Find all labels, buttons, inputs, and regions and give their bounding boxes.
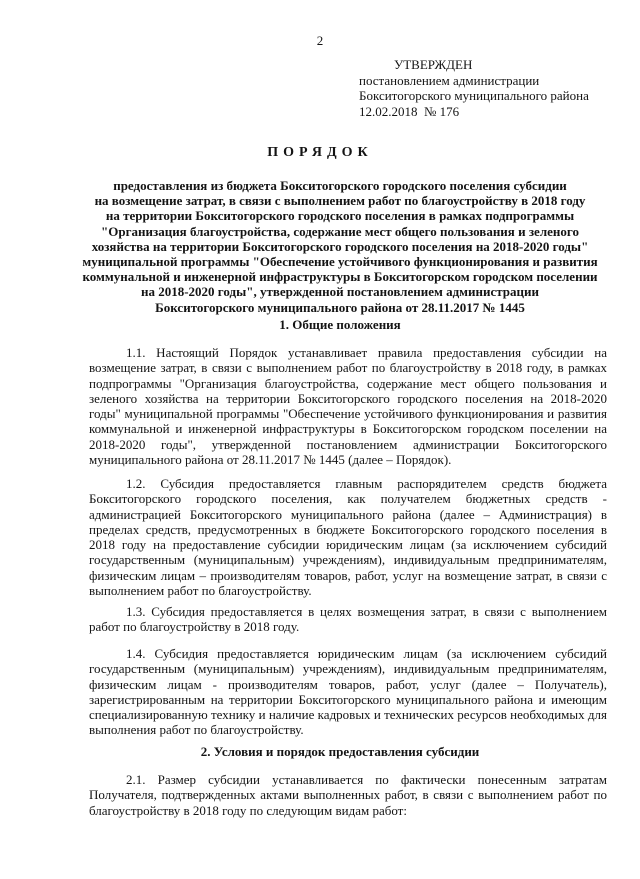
paragraph-2-1 <box>89 772 607 818</box>
paragraph-line: зарегистрированным на территории Бокситогорского муниципального района и имеющим <box>89 691 607 707</box>
paragraph-line: 2018-2020 годы", утвержденной постановлением администрации Бокситогорского <box>89 436 607 452</box>
paragraph-line: 1.3. Субсидия предоставляется в целях возмещения затрат, в связи с выполнением <box>126 604 607 619</box>
paragraph-line: коммунальной и инженерной инфраструктуры в Бокситогорском городском поселении на <box>89 421 607 437</box>
paragraph-line: пределах средств, предусмотренных в бюджете Бокситогорского городского поселения в <box>89 521 607 537</box>
approval-date: 12.02.2018 <box>359 103 418 119</box>
document-title: ПОРЯДОК <box>267 145 373 160</box>
subtitle-line: на возмещение затрат, в связи с выполнением работ по благоустройству в 2018 году <box>94 193 586 209</box>
paragraph-1-2 <box>89 476 607 598</box>
approval-line-2: Бокситогорского муниципального района <box>359 88 589 103</box>
approval-date-line <box>359 104 629 120</box>
paragraph-line: годы" муниципальной программы "Обеспечение устойчивого функционирования и развития <box>89 406 607 422</box>
paragraph-line: Получателя, подтвержденных актами выполненных работ, в связи с выполнением работ по <box>89 787 607 803</box>
paragraph-line: 1.1. Настоящий Порядок устанавливает правила предоставления субсидии на <box>126 345 607 360</box>
paragraph-line: работ по благоустройству в 2018 году. <box>89 619 300 635</box>
subtitle-line: коммунальной и инженерной инфраструктуры в Бокситогорском городском поселении <box>82 269 598 285</box>
paragraph-1-4 <box>89 646 607 738</box>
paragraph-line: выполнения работ по благоустройству. <box>89 722 304 738</box>
paragraph-line: государственным (муниципальным) учреждениям), индивидуальным предпринимателям, <box>89 552 607 568</box>
approval-block <box>359 57 629 119</box>
paragraph-line: администрацией Бокситогорского муниципального района (далее – Администрация) в <box>89 506 607 522</box>
subtitle-line: "Организация благоустройства, содержание мест общего пользования и зеленого <box>101 223 579 239</box>
paragraph-line: государственным (муниципальным) учреждениям), индивидуальным предпринимателям, <box>89 661 607 677</box>
paragraph-line: подпрограммы "Организация благоустройства, содержание мест общего пользования и <box>89 375 607 391</box>
approval-number: № 176 <box>424 103 460 119</box>
subtitle-line: Бокситогорского муниципального района от 28.11.2017 № 1445 <box>155 299 525 315</box>
paragraph-line: 2018 году на предоставление субсидии юридическим лицам (за исключением субсидий <box>89 537 607 553</box>
paragraph-line: муниципального района от 28.11.2017 № 1445 (далее – Порядок). <box>89 452 452 468</box>
paragraph-line: специализированную технику и наличие кадровых и технических ресурсов необходимых для <box>89 707 607 723</box>
document-subtitle <box>60 178 620 315</box>
paragraph-line: 1.4. Субсидия предоставляется юридическим лицам (за исключением субсидий <box>126 646 607 661</box>
paragraph-line: 1.2. Субсидия предоставляется главным распорядителем средств бюджета <box>126 476 607 491</box>
paragraph-line: 2.1. Размер субсидии устанавливается по фактически понесенным затратам <box>126 772 607 787</box>
approval-status: УТВЕРЖДЕН <box>394 57 473 72</box>
section-heading-conditions: 2. Условия и порядок предоставления субсидии <box>200 744 480 759</box>
paragraph-line: физическим лицам - производителям товаров, работ, услуг (далее – Получатель), <box>89 676 607 692</box>
paragraph-line: возмещение затрат, в связи с выполнением работ по благоустройству в 2018 году, в рамках <box>89 360 607 376</box>
subtitle-line: предоставления из бюджета Бокситогорского городского поселения субсидии <box>113 178 567 193</box>
approval-line-1: постановлением администрации <box>359 72 540 88</box>
subtitle-line: муниципальной программы "Обеспечение устойчивого функционирования и развития <box>82 254 598 270</box>
page-number: 2 <box>316 33 324 48</box>
section-heading-general: 1. Общие положения <box>279 317 401 332</box>
paragraph-line: Бокситогорского городского поселения, как получателем бюджетных средств - <box>89 491 607 507</box>
subtitle-line: на 2018-2020 годы", утвержденной постановлением администрации <box>140 284 540 300</box>
paragraph-line: физическим лицам – производителям товаров, работ, услуг на возмещение затрат, в связи с <box>89 567 607 583</box>
paragraph-line: выполнением работ по благоустройству. <box>89 583 312 599</box>
paragraph-1-1 <box>89 345 607 467</box>
subtitle-line: хозяйства на территории Бокситогорского городского поселения на 2018-2020 годы" <box>91 238 589 254</box>
paragraph-line: благоустройству в 2018 году по следующим видам работ: <box>89 802 407 818</box>
paragraph-1-3 <box>89 604 607 635</box>
paragraph-line: зеленого хозяйства на территории Бокситогорского городского поселения на 2018-2020 <box>89 390 607 406</box>
subtitle-line: на территории Бокситогорского городского поселения в рамках подпрограммы <box>105 208 575 224</box>
